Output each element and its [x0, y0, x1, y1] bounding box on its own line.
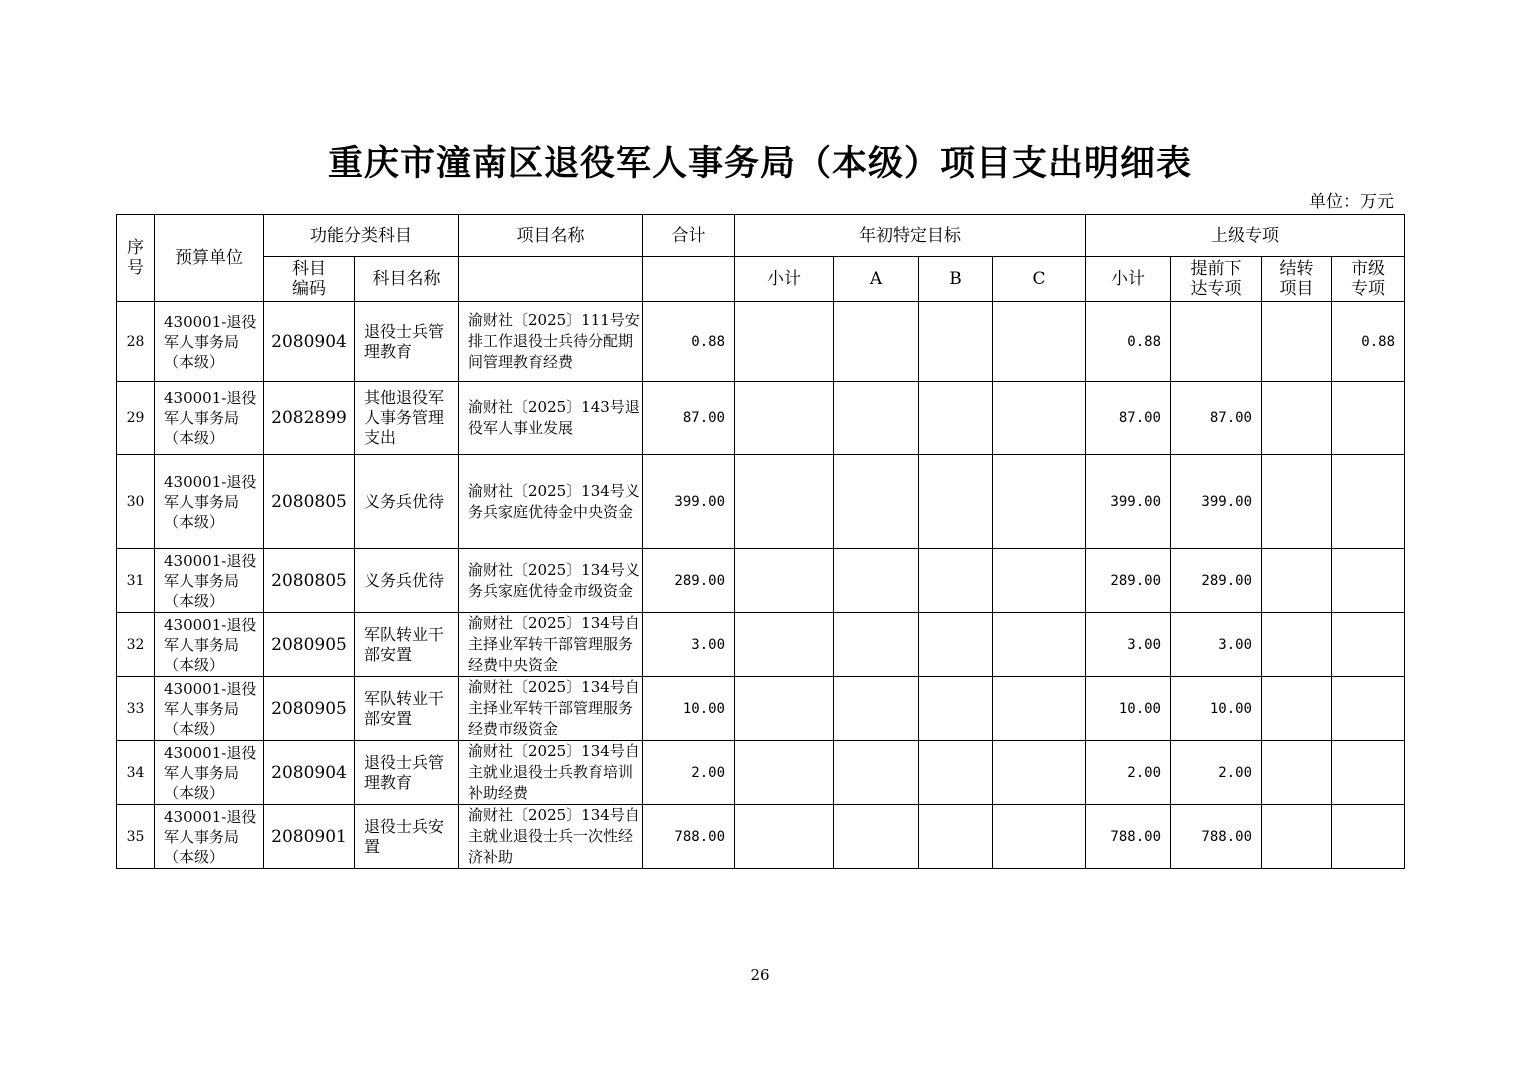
cell-subject: 军队转业干部安置: [355, 677, 459, 741]
header-city-level: 市级专项: [1332, 257, 1405, 302]
table-row: [117, 613, 1405, 677]
header-subtotal-upper: 小计: [1086, 257, 1171, 302]
cell-unit: 430001-退役军人事务局（本级）: [155, 741, 264, 805]
cell-carryover: [1262, 805, 1332, 869]
cell-year-subtotal: [735, 455, 834, 549]
cell-city-level: 0.88: [1332, 302, 1405, 382]
cell-c: [993, 741, 1086, 805]
cell-c: [993, 302, 1086, 382]
cell-seq: 34: [117, 741, 155, 805]
cell-carryover: [1262, 741, 1332, 805]
cell-advance: 10.00: [1171, 677, 1262, 741]
cell-total: 2.00: [643, 741, 735, 805]
header-b: B: [919, 257, 993, 302]
cell-city-level: [1332, 805, 1405, 869]
cell-b: [919, 613, 993, 677]
cell-advance: 399.00: [1171, 455, 1262, 549]
cell-c: [993, 549, 1086, 613]
cell-total: 0.88: [643, 302, 735, 382]
cell-project: 渝财社〔2025〕134号义务兵家庭优待金市级资金: [459, 549, 643, 613]
cell-carryover: [1262, 382, 1332, 455]
table-row: [117, 741, 1405, 805]
cell-subject: 退役士兵管理教育: [355, 302, 459, 382]
cell-upper-subtotal: 2.00: [1086, 741, 1171, 805]
cell-advance: 3.00: [1171, 613, 1262, 677]
cell-a: [834, 613, 919, 677]
cell-subject: 退役士兵管理教育: [355, 741, 459, 805]
cell-code: 2080904: [264, 741, 355, 805]
header-total-blank: [643, 257, 735, 302]
header-project-name: 项目名称: [459, 215, 643, 257]
cell-city-level: [1332, 382, 1405, 455]
cell-carryover: [1262, 455, 1332, 549]
cell-project: 渝财社〔2025〕143号退役军人事业发展: [459, 382, 643, 455]
cell-upper-subtotal: 399.00: [1086, 455, 1171, 549]
cell-code: 2080805: [264, 549, 355, 613]
cell-advance: 2.00: [1171, 741, 1262, 805]
cell-city-level: [1332, 613, 1405, 677]
cell-carryover: [1262, 302, 1332, 382]
cell-year-subtotal: [735, 741, 834, 805]
cell-a: [834, 382, 919, 455]
header-func-class: 功能分类科目: [264, 215, 459, 257]
header-c: C: [993, 257, 1086, 302]
cell-a: [834, 805, 919, 869]
cell-advance: 289.00: [1171, 549, 1262, 613]
table-row: [117, 677, 1405, 741]
cell-year-subtotal: [735, 549, 834, 613]
cell-seq: 35: [117, 805, 155, 869]
cell-subject: 军队转业干部安置: [355, 613, 459, 677]
project-expenditure-table: [116, 214, 1405, 869]
cell-unit: 430001-退役军人事务局（本级）: [155, 677, 264, 741]
cell-upper-subtotal: 3.00: [1086, 613, 1171, 677]
cell-advance: 788.00: [1171, 805, 1262, 869]
header-advance: 提前下达专项: [1171, 257, 1262, 302]
cell-year-subtotal: [735, 677, 834, 741]
cell-upper-subtotal: 788.00: [1086, 805, 1171, 869]
cell-seq: 28: [117, 302, 155, 382]
table-row: [117, 455, 1405, 549]
cell-upper-subtotal: 87.00: [1086, 382, 1171, 455]
cell-subject: 其他退役军人事务管理支出: [355, 382, 459, 455]
cell-subject: 义务兵优待: [355, 455, 459, 549]
cell-b: [919, 741, 993, 805]
cell-city-level: [1332, 455, 1405, 549]
cell-project: 渝财社〔2025〕134号自主就业退役士兵一次性经济补助: [459, 805, 643, 869]
cell-subject: 退役士兵安置: [355, 805, 459, 869]
cell-advance: [1171, 302, 1262, 382]
cell-b: [919, 382, 993, 455]
header-subject-code: 科目编码: [264, 257, 355, 302]
cell-year-subtotal: [735, 805, 834, 869]
cell-subject: 义务兵优待: [355, 549, 459, 613]
cell-code: 2080805: [264, 455, 355, 549]
page-title: 重庆市潼南区退役军人事务局（本级）项目支出明细表: [327, 143, 1192, 184]
cell-b: [919, 455, 993, 549]
cell-year-subtotal: [735, 302, 834, 382]
cell-total: 10.00: [643, 677, 735, 741]
cell-upper-subtotal: 0.88: [1086, 302, 1171, 382]
header-budget-unit: 预算单位: [155, 215, 264, 302]
cell-carryover: [1262, 677, 1332, 741]
cell-city-level: [1332, 677, 1405, 741]
page-number: 26: [750, 966, 770, 984]
header-carryover: 结转项目: [1262, 257, 1332, 302]
table-row: [117, 382, 1405, 455]
cell-unit: 430001-退役军人事务局（本级）: [155, 805, 264, 869]
header-a: A: [834, 257, 919, 302]
cell-seq: 29: [117, 382, 155, 455]
table-row: [117, 302, 1405, 382]
cell-seq: 30: [117, 455, 155, 549]
cell-unit: 430001-退役军人事务局（本级）: [155, 382, 264, 455]
cell-b: [919, 302, 993, 382]
cell-project: 渝财社〔2025〕134号自主就业退役士兵教育培训补助经费: [459, 741, 643, 805]
table-row: [117, 805, 1405, 869]
cell-unit: 430001-退役军人事务局（本级）: [155, 613, 264, 677]
cell-total: 87.00: [643, 382, 735, 455]
cell-city-level: [1332, 549, 1405, 613]
header-subject-name: 科目名称: [355, 257, 459, 302]
header-subtotal: 小计: [735, 257, 834, 302]
cell-seq: 32: [117, 613, 155, 677]
cell-carryover: [1262, 549, 1332, 613]
cell-project: 渝财社〔2025〕134号自主择业军转干部管理服务经费市级资金: [459, 677, 643, 741]
header-upper-special: 上级专项: [1086, 215, 1405, 257]
cell-code: 2080905: [264, 613, 355, 677]
cell-unit: 430001-退役军人事务局（本级）: [155, 455, 264, 549]
cell-b: [919, 805, 993, 869]
cell-carryover: [1262, 613, 1332, 677]
cell-a: [834, 302, 919, 382]
cell-total: 3.00: [643, 613, 735, 677]
cell-a: [834, 549, 919, 613]
cell-code: 2080904: [264, 302, 355, 382]
cell-advance: 87.00: [1171, 382, 1262, 455]
cell-unit: 430001-退役军人事务局（本级）: [155, 302, 264, 382]
cell-a: [834, 455, 919, 549]
cell-upper-subtotal: 10.00: [1086, 677, 1171, 741]
cell-total: 399.00: [643, 455, 735, 549]
cell-code: 2082899: [264, 382, 355, 455]
cell-year-subtotal: [735, 382, 834, 455]
cell-project: 渝财社〔2025〕111号安排工作退役士兵待分配期间管理教育经费: [459, 302, 643, 382]
cell-year-subtotal: [735, 613, 834, 677]
cell-seq: 33: [117, 677, 155, 741]
cell-total: 289.00: [643, 549, 735, 613]
header-project-name-blank: [459, 257, 643, 302]
cell-c: [993, 677, 1086, 741]
header-total: 合计: [643, 215, 735, 257]
cell-code: 2080905: [264, 677, 355, 741]
cell-b: [919, 549, 993, 613]
cell-b: [919, 677, 993, 741]
header-year-target: 年初特定目标: [735, 215, 1086, 257]
cell-a: [834, 741, 919, 805]
cell-project: 渝财社〔2025〕134号义务兵家庭优待金中央资金: [459, 455, 643, 549]
cell-unit: 430001-退役军人事务局（本级）: [155, 549, 264, 613]
cell-upper-subtotal: 289.00: [1086, 549, 1171, 613]
cell-c: [993, 613, 1086, 677]
table-row: [117, 549, 1405, 613]
cell-c: [993, 455, 1086, 549]
cell-c: [993, 382, 1086, 455]
header-seq: 序号: [117, 215, 155, 302]
cell-total: 788.00: [643, 805, 735, 869]
cell-project: 渝财社〔2025〕134号自主择业军转干部管理服务经费中央资金: [459, 613, 643, 677]
cell-c: [993, 805, 1086, 869]
cell-a: [834, 677, 919, 741]
cell-seq: 31: [117, 549, 155, 613]
cell-city-level: [1332, 741, 1405, 805]
unit-label: 单位：万元: [1309, 192, 1394, 212]
cell-code: 2080901: [264, 805, 355, 869]
